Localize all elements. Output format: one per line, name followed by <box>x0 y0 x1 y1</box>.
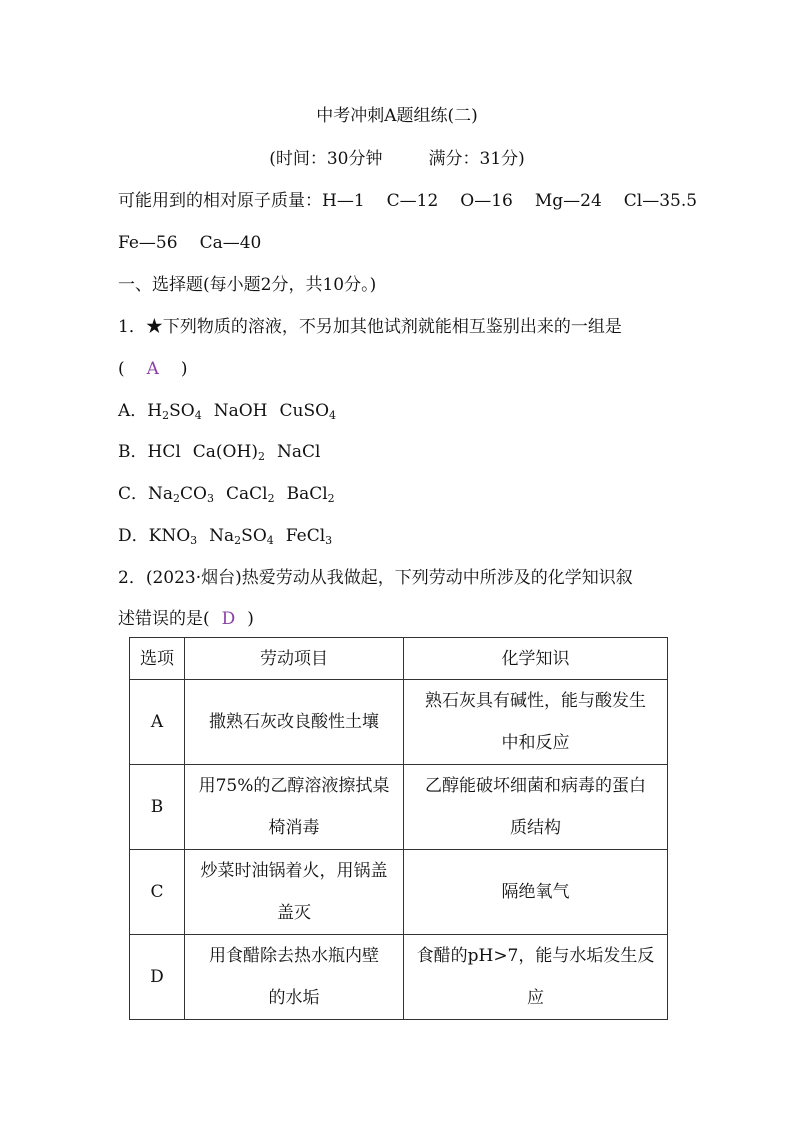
cell-line: 乙醇能破坏细菌和病毒的蛋白 <box>425 776 646 796</box>
question-1-number: 1． <box>118 317 146 337</box>
mass-fe: Fe—56 <box>118 233 178 253</box>
cell-line: 盖灭 <box>277 903 311 923</box>
table-row <box>130 935 668 1020</box>
cell-line: 食醋的pH>7，能与水垢发生反 <box>416 946 655 966</box>
row-option: D <box>130 935 185 1020</box>
cell-line: 用食醋除去热水瓶内壁 <box>209 946 379 966</box>
mass-mg: Mg—24 <box>534 191 602 211</box>
section-heading: 一、选择题(每小题2分，共10分。) <box>118 275 377 295</box>
row-knowledge <box>404 850 668 935</box>
question-2-text: 述错误的是( <box>118 609 210 629</box>
mass-h: H—1 <box>322 191 365 211</box>
atomic-mass-line-2 <box>118 232 261 254</box>
cell-line: 隔绝氧气 <box>501 882 570 902</box>
option-d-label: D． <box>118 526 149 546</box>
option-c-label: C． <box>118 484 149 504</box>
row-labor <box>185 935 404 1020</box>
paren-close: ) <box>180 359 188 379</box>
row-option: C <box>130 850 185 935</box>
full-score: 满分：31分) <box>428 149 525 169</box>
question-1-stem <box>118 316 622 338</box>
table-header-row <box>130 638 668 680</box>
option-c: C．$Na_2CO_3$ CaCl$_2$ BaCl$_2$ <box>118 484 335 505</box>
row-option: A <box>130 680 185 765</box>
option-b: B．HCl $Ca(OH)_2$ NaCl <box>118 442 321 463</box>
question-1-text: ★下列物质的溶液，不另加其他试剂就能相互鉴别出来的一组是 <box>145 317 622 337</box>
row-knowledge <box>404 680 668 765</box>
subtitle <box>0 148 794 170</box>
cell-line: 应 <box>527 988 544 1008</box>
option-d: D．$KNO_3$ $Na_2SO_4$ FeCl$_3$ <box>118 526 333 547</box>
header-option: 选项 <box>130 638 185 680</box>
header-labor: 劳动项目 <box>185 638 404 680</box>
question-2-stem-line-2 <box>118 608 254 630</box>
row-labor <box>185 680 404 765</box>
cell-line: 炒菜时油锅着火，用锅盖 <box>200 861 388 881</box>
paren-close: ) <box>247 609 254 629</box>
cell-line: 用75%的乙醇溶液擦拭桌 <box>198 776 390 796</box>
paren-open: ( <box>118 359 125 379</box>
mass-ca: Ca—40 <box>199 233 262 253</box>
header-knowledge: 化学知识 <box>404 638 668 680</box>
cell-line: 椅消毒 <box>268 818 320 838</box>
table-row <box>130 680 668 765</box>
mass-c: C—12 <box>386 191 439 211</box>
option-a-label: A． <box>118 401 148 421</box>
cell-line: 质结构 <box>510 818 561 838</box>
cell-line: 的水垢 <box>268 988 320 1008</box>
row-labor <box>185 765 404 850</box>
row-knowledge <box>404 765 668 850</box>
time-limit: (时间：30分钟 <box>269 149 383 169</box>
question-1-answer: A <box>146 359 159 379</box>
mass-o: O—16 <box>460 191 513 211</box>
row-labor <box>185 850 404 935</box>
cell-line: 熟石灰具有碱性，能与酸发生 <box>425 691 646 711</box>
table-row <box>130 765 668 850</box>
mass-cl: Cl—35.5 <box>623 191 698 211</box>
question-2-answer: D <box>221 609 236 629</box>
table-row <box>130 850 668 935</box>
page-title: 中考冲刺A题组练(二) <box>316 106 478 126</box>
row-option: B <box>130 765 185 850</box>
cell-line: 中和反应 <box>501 733 570 753</box>
option-b-label: B． <box>118 442 148 462</box>
row-knowledge <box>404 935 668 1020</box>
atomic-mass-label: 可能用到的相对原子质量： <box>118 191 322 211</box>
question-2-table <box>129 637 668 1020</box>
question-1-answer-line <box>118 358 188 380</box>
atomic-mass-line-1 <box>118 190 697 212</box>
cell-line: 撒熟石灰改良酸性土壤 <box>209 712 379 732</box>
option-a: A．$H_2SO_4$ NaOH CuSO$_4$ <box>118 401 337 422</box>
question-2-stem-line-1: 2．(2023·烟台)热爱劳动从我做起，下列劳动中所涉及的化学知识叙 <box>118 568 633 588</box>
